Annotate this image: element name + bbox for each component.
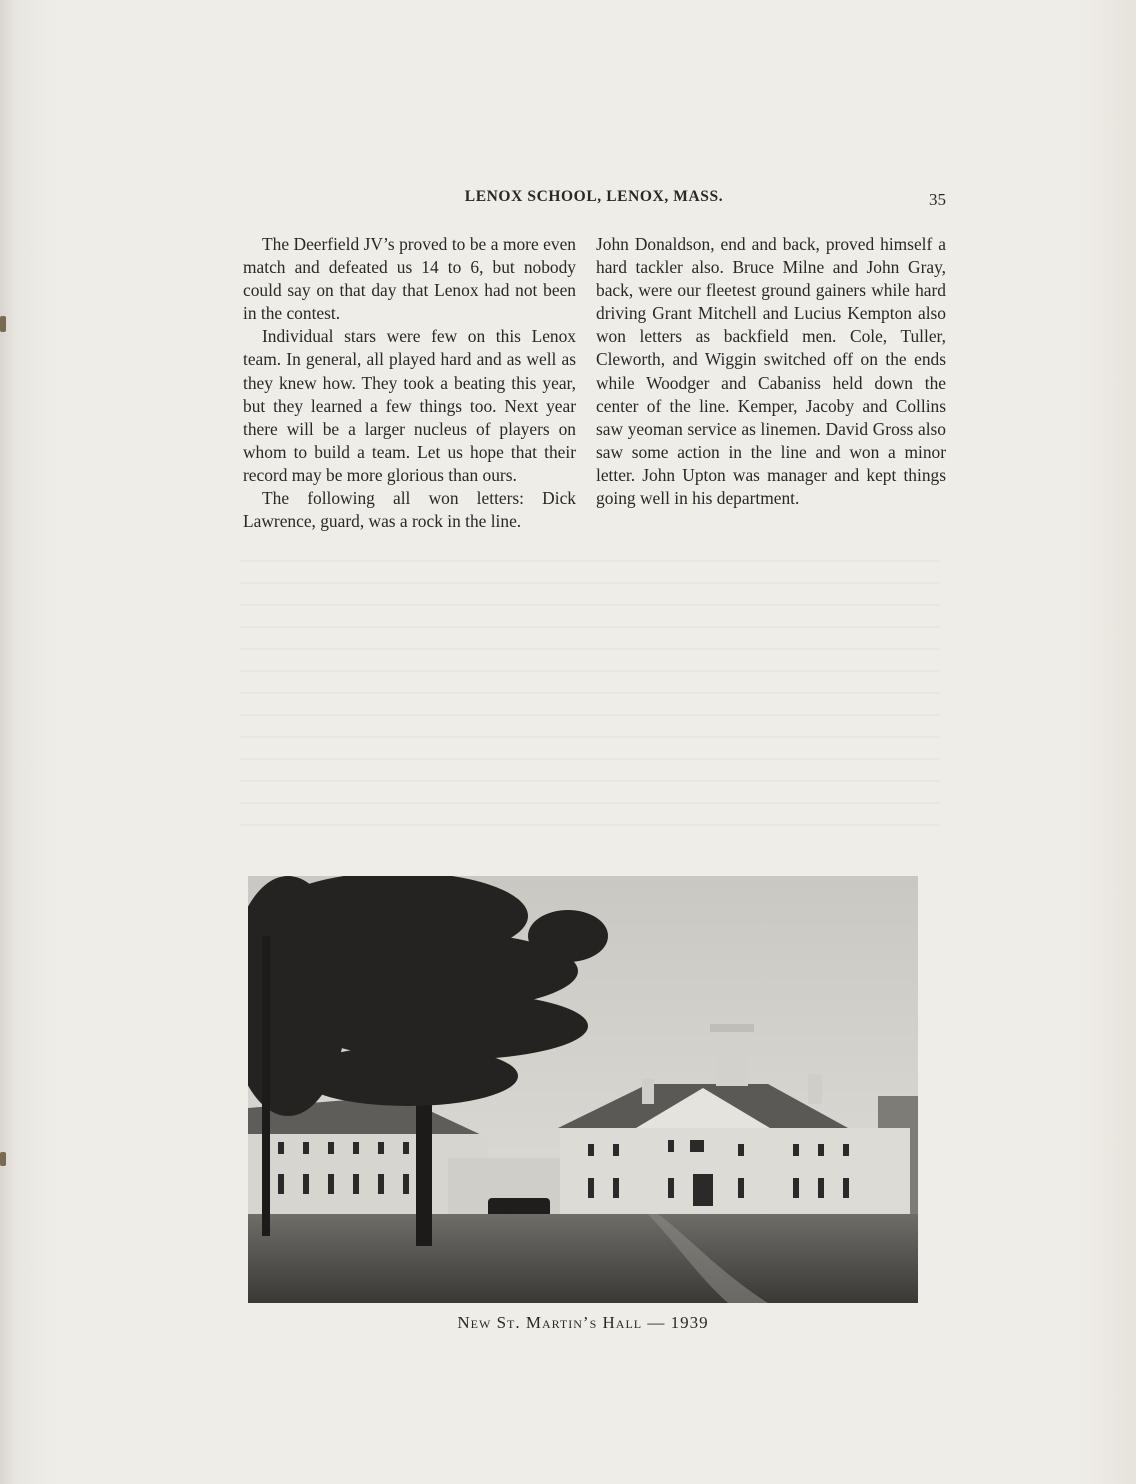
text-column-right bbox=[596, 233, 946, 510]
binding-mark bbox=[0, 316, 6, 332]
figure-caption: New St. Martin’s Hall — 1939 bbox=[457, 1313, 709, 1332]
page-number: 35 bbox=[929, 190, 946, 209]
paragraph: Individual stars were few on this Lenox team. In general, all played hard and as well as they knew how. They took a beating this year, but they learned a few things too. Next year there will be a larger nucleus of players on whom to build a team. Let us hope that their record may be more glorious than ours. bbox=[243, 326, 576, 485]
paragraph: John Donaldson, end and back, proved himself a hard tackler also. Bruce Milne and John Gray, back, were our fleetest ground gainers while hard driving Grant Mitchell and Lucius Kempton also won letters as backfield men. Cole, Tuller, Cleworth, and Wiggin switched off on the ends while Woodger and Cabaniss held down the center of the line. Kemper, Jacoby and Collins saw yeoman service as linemen. David Gross also saw some action in the line and won a minor letter. John Upton was manager and kept things going well in his department. bbox=[596, 234, 946, 509]
paragraph: The Deerfield JV’s proved to be a more even match and defeated us 14 to 6, but nobody could say on that day that Lenox had not been in the contest. bbox=[243, 234, 576, 324]
page-header bbox=[240, 188, 948, 212]
show-through-text bbox=[240, 560, 940, 840]
text-column-left bbox=[243, 233, 576, 533]
binding-mark bbox=[0, 1152, 6, 1166]
paragraph: The following all won letters: Dick Lawrence, guard, was a rock in the line. bbox=[243, 488, 576, 532]
photograph-st-martins-hall bbox=[248, 876, 918, 1303]
running-head: LENOX SCHOOL, LENOX, MASS. bbox=[464, 188, 724, 205]
building-photo-illustration bbox=[248, 876, 918, 1303]
